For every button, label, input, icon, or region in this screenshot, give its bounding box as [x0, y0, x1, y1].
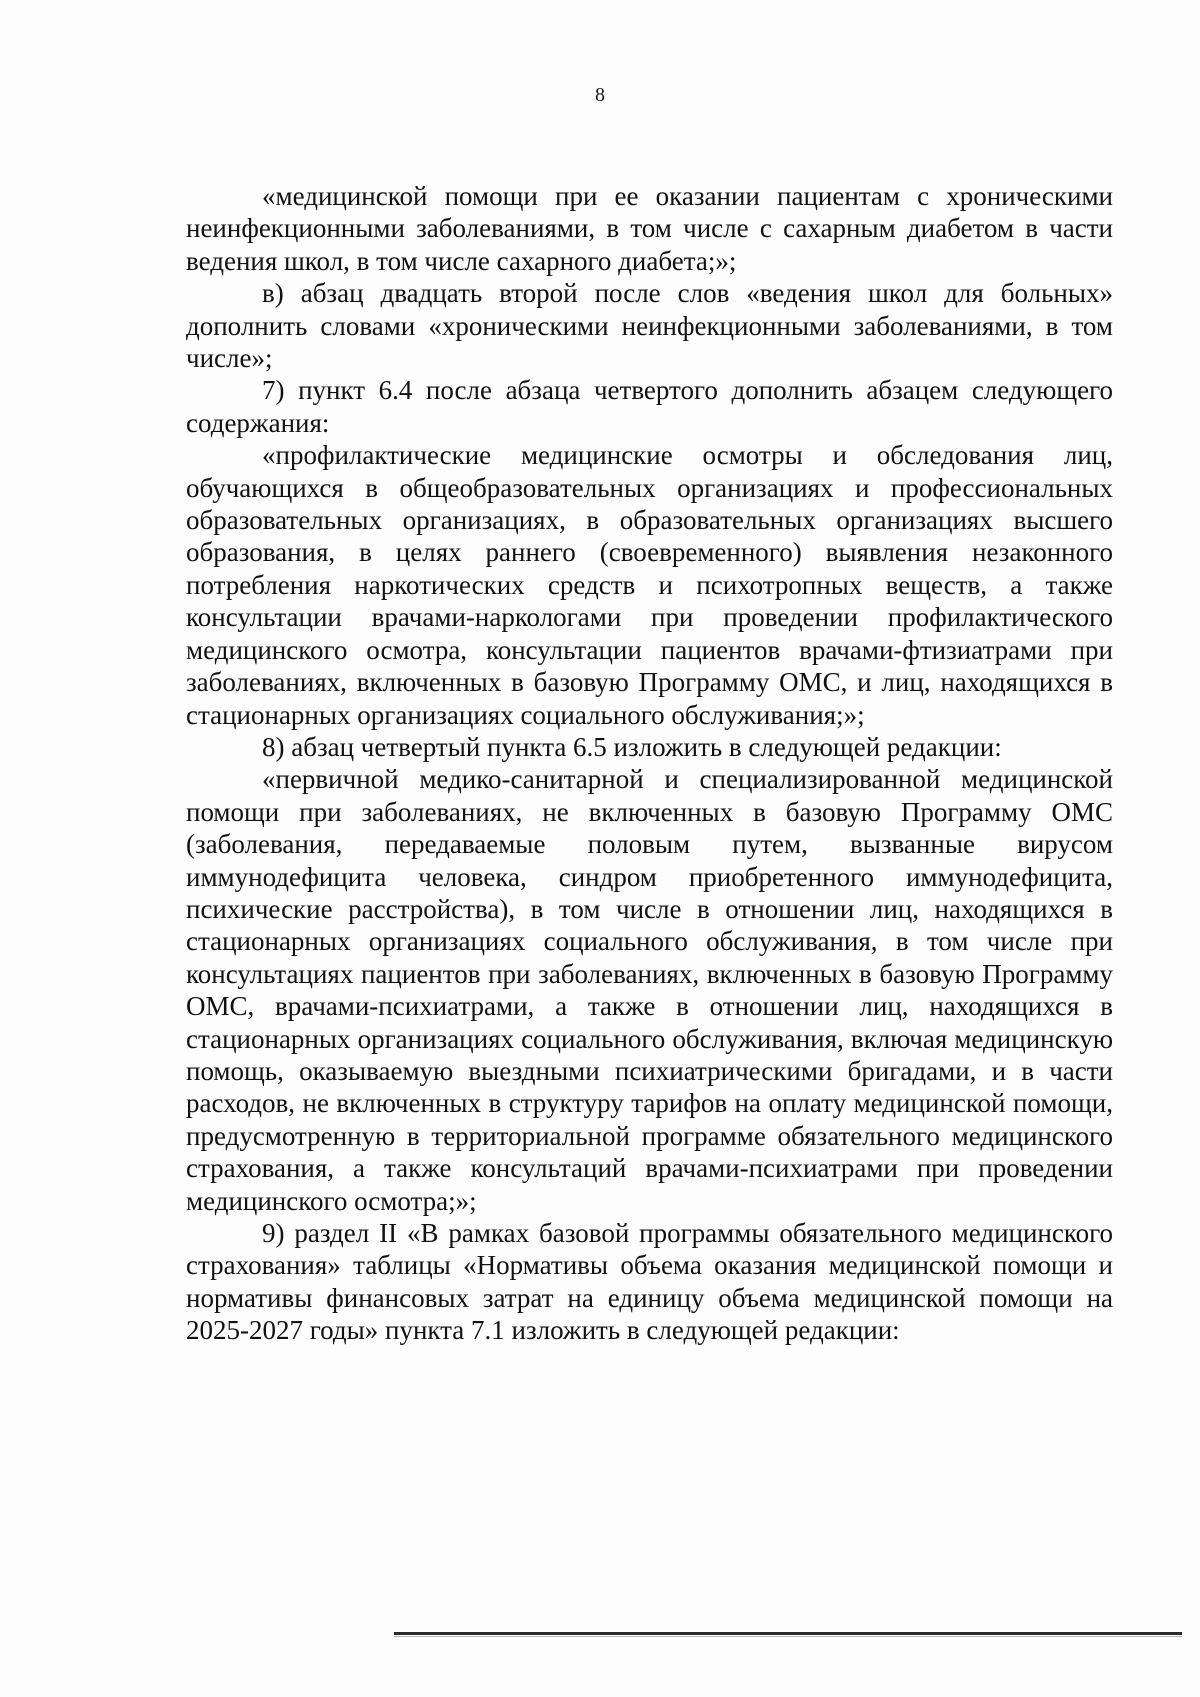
document-body — [186, 180, 1113, 1347]
paragraph-item-7: 7) пункт 6.4 после абзаца четвертого дополнить абзацем следующего содержания: — [186, 375, 1113, 438]
page-number: 8 — [595, 84, 605, 106]
paragraph-continuation-quote: «медицинской помощи при ее оказании пациентам с хроническими неинфекционными заболеваниями, в том числе с сахарным диабетом в части ведения школ, в том числе сахарного диабета;»; — [186, 181, 1113, 276]
paragraph-item-9: 9) раздел II «В рамках базовой программы обязательного медицинского страхования» таблицы «Нормативы объема оказания медицинской помощи и нормативы финансовых затрат на единицу объема медицинской помощи на 2025-2027 годы» пункта 7.1 изложить в следующей редакции: — [186, 1218, 1113, 1346]
paragraph-item-v: в) абзац двадцать второй после слов «ведения школ для больных» дополнить словами «хроническими неинфекционными заболеваниями, в том числе»; — [186, 278, 1113, 374]
bottom-rule-shadow — [394, 1636, 1182, 1637]
paragraph-item-7-quote: «профилактические медицинские осмотры и обследования лиц, обучающихся в общеобразовательных организациях и профессиональных образовательных организациях, в образовательных организациях высшего образования, в целях раннего (своевременного) выявления незаконного потребления наркотических средств и психотропных веществ, а также консультации врачами-наркологами при проведении профилактического медицинского осмотра, консультации пациентов врачами-фтизиатрами при заболеваниях, включенных в базовую Программу ОМС, и лиц, находящихся в стационарных организациях социального обслуживания;»; — [186, 440, 1113, 730]
paragraph-item-8-quote: «первичной медико-санитарной и специализированной медицинской помощи при заболеваниях, не включенных в базовую Программу ОМС (заболевания, передаваемые половым путем, вызванные вирусом иммунодефицита человека, синдром приобретенного иммунодефицита, психические расстройства), в том числе в отношении лиц, находящихся в стационарных организациях социального обслуживания, в том числе при консультациях пациентов при заболеваниях, включенных в базовую Программу ОМС, врачами-психиатрами, а также в отношении лиц, находящихся в стационарных организациях социального обслуживания, включая медицинскую помощь, оказываемую выездными психиатрическими бригадами, и в части расходов, не включенных в структуру тарифов на оплату медицинской помощи, предусмотренную в территориальной программе обязательного медицинского страхования, а также консультаций врачами-психиатрами при проведении медицинского осмотра;»; — [186, 764, 1113, 1216]
bottom-rule — [394, 1632, 1182, 1635]
paragraph-item-8: 8) абзац четвертый пункта 6.5 изложить в следующей редакции: — [262, 731, 1002, 762]
